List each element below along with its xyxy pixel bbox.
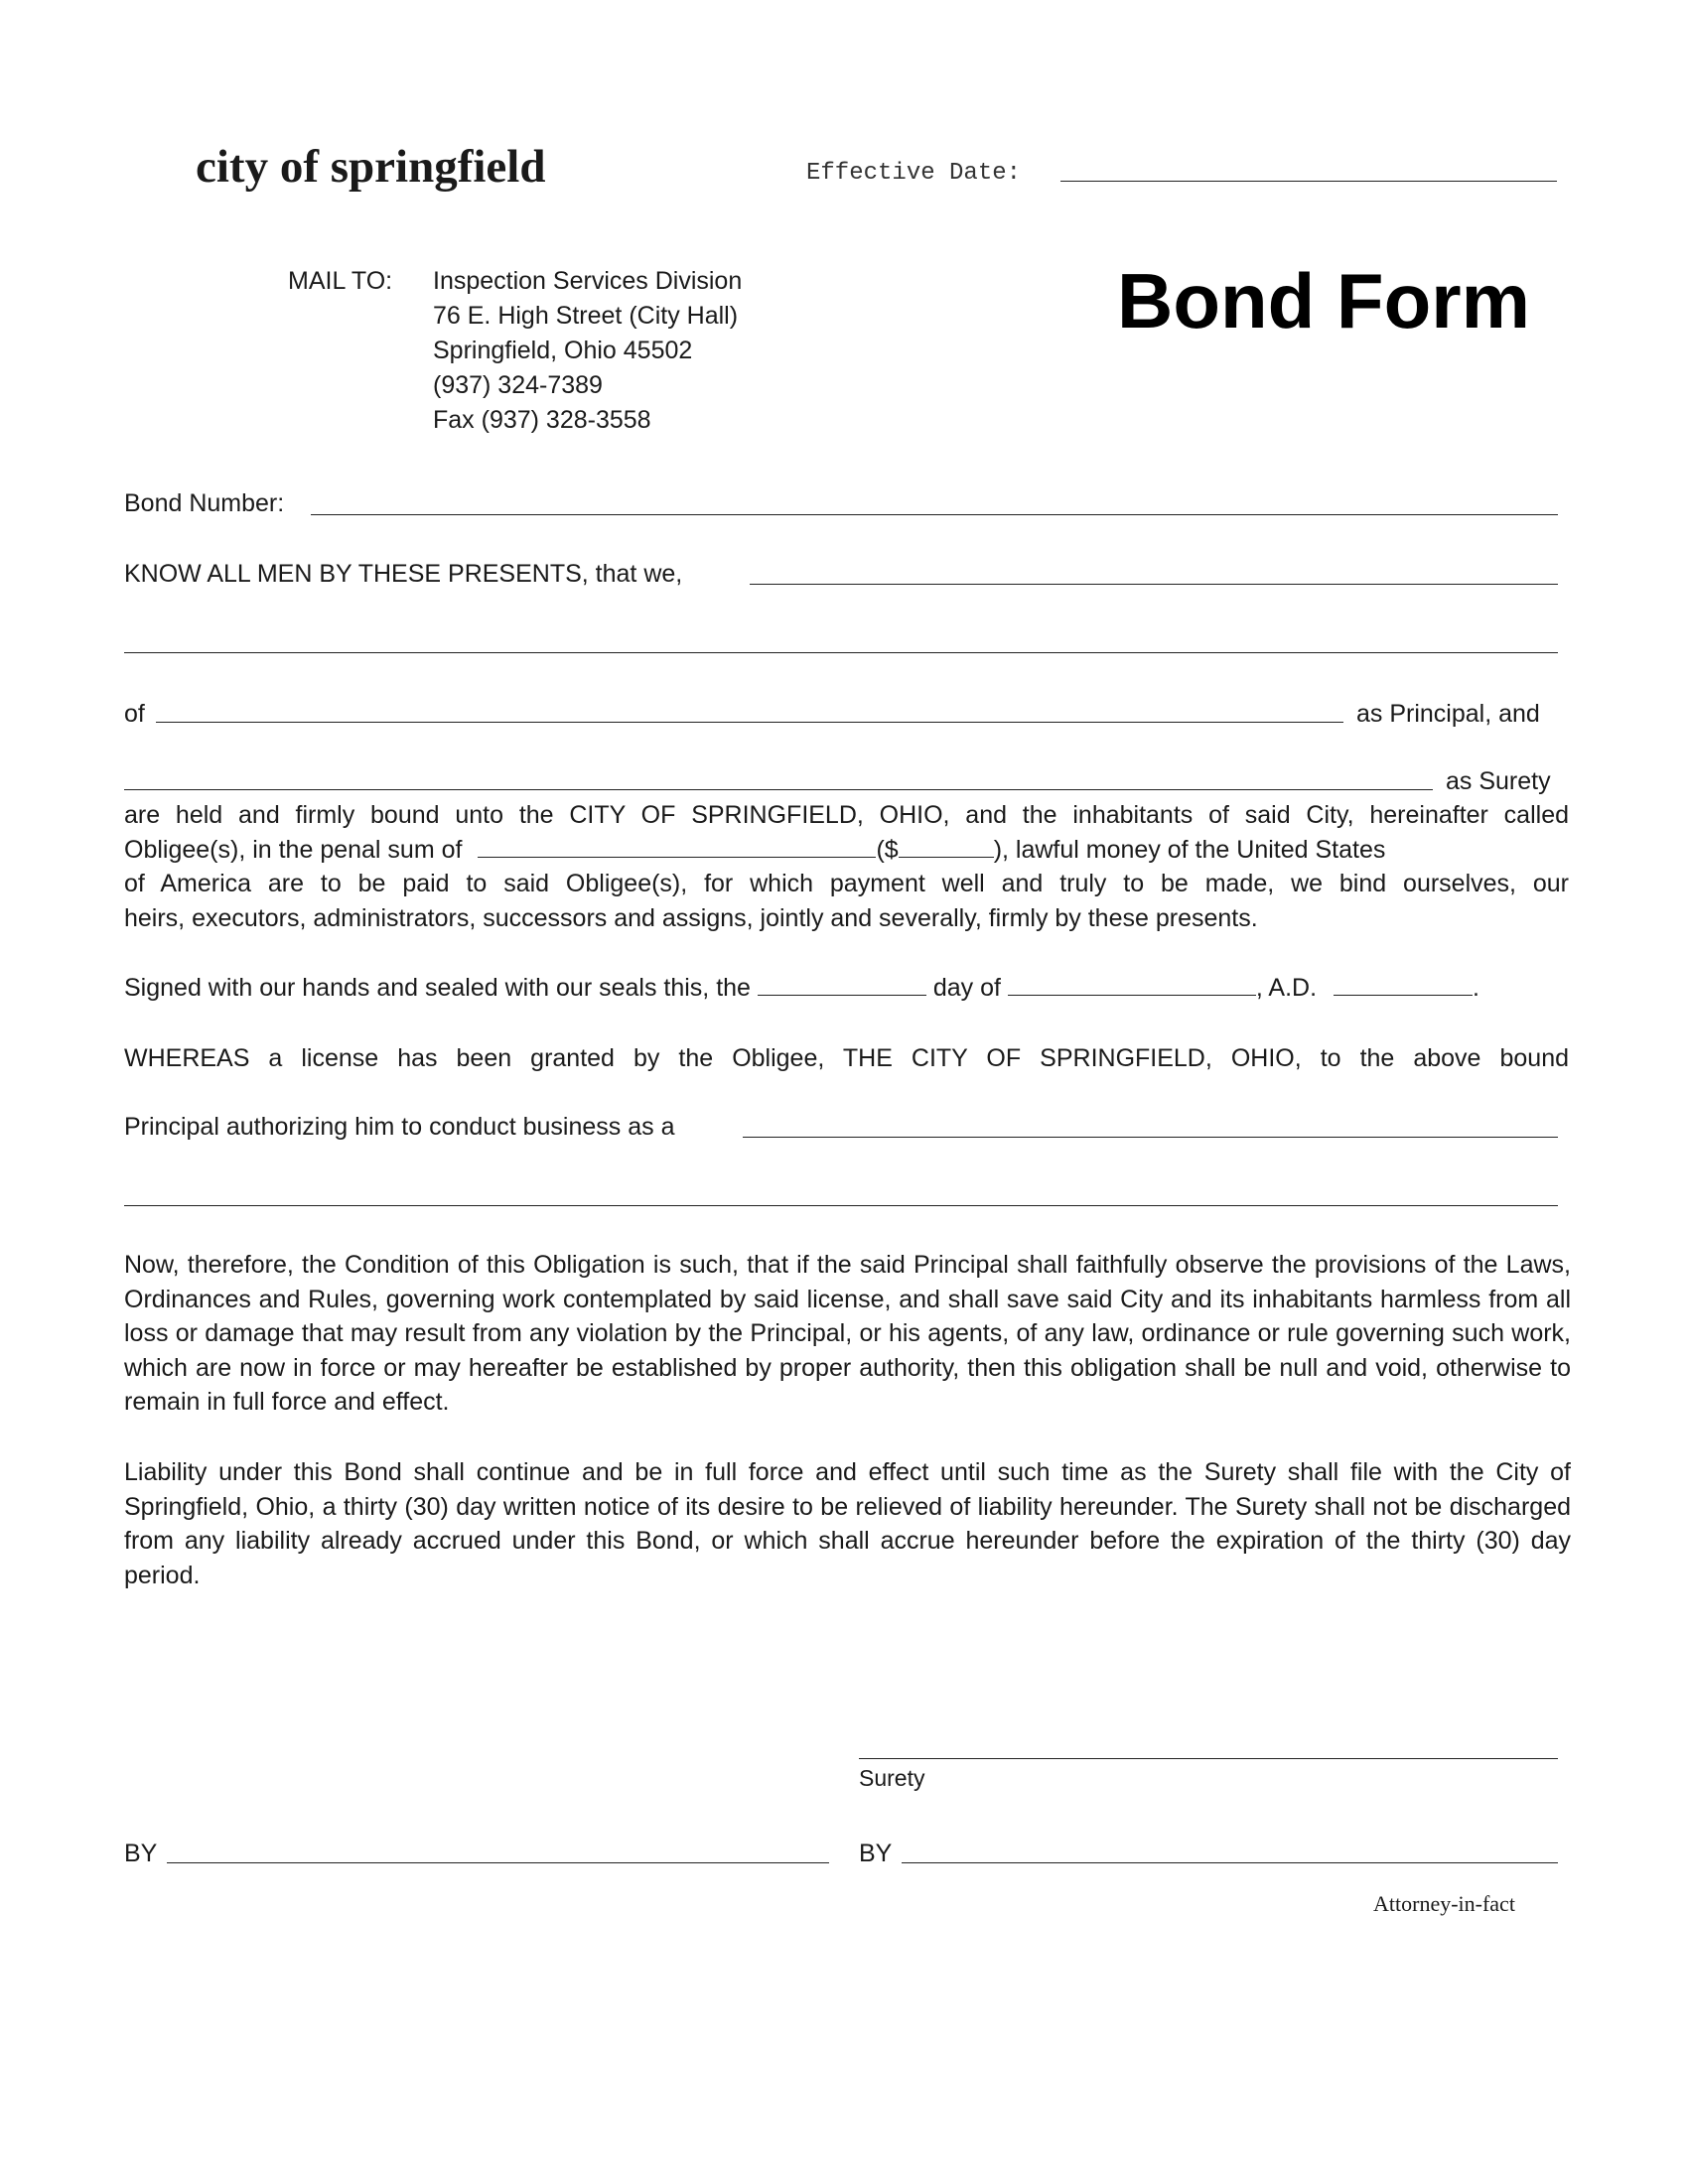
as-principal-label: as Principal, and xyxy=(1356,700,1540,728)
address-line: (937) 324-7389 xyxy=(433,371,603,399)
business-type-field-2[interactable] xyxy=(124,1205,1558,1206)
principal-name-field-2[interactable] xyxy=(124,652,1558,653)
condition-paragraph: Now, therefore, the Condition of this Obligation is such, that if the said Principal shall faithfully observe the provisions of the Laws, Ordinances and Rules, governing work contemplated by said license, and shall save said City and its inhabitants harmless from all loss or damage that may result from any violation by the Principal, or his agents, of any law, ordinance or rule governing such work, which are now in force or may hereafter be established by proper authority, then this obligation shall be null and void, otherwise to remain in full force and effect. xyxy=(124,1251,1571,1416)
address-line: 76 E. High Street (City Hall) xyxy=(433,302,739,330)
bond-number-label: Bond Number: xyxy=(124,489,285,517)
know-all-men-label: KNOW ALL MEN BY THESE PRESENTS, that we, xyxy=(124,560,683,588)
address-line: Inspection Services Division xyxy=(433,267,743,295)
by-left-signature-field[interactable] xyxy=(167,1862,829,1863)
penal-sum-label: Obligee(s), in the penal sum of xyxy=(124,836,463,864)
effective-date-field[interactable] xyxy=(1060,181,1557,182)
obligee-line-1: are held and firmly bound unto the CITY OF SPRINGFIELD, OHIO, and the inhabitants of said City, hereinafter called xyxy=(124,801,1569,829)
effective-date-label: Effective Date: xyxy=(806,160,1022,187)
month-field[interactable] xyxy=(1008,971,1256,996)
obligee-line-2 xyxy=(124,833,1569,868)
business-type-field[interactable] xyxy=(743,1137,1558,1138)
address-line: Springfield, Ohio 45502 xyxy=(433,337,693,364)
mail-to-address xyxy=(433,264,742,438)
mail-to-label: MAIL TO: xyxy=(288,267,393,295)
by-left-label: BY xyxy=(124,1840,158,1867)
of-label: of xyxy=(124,700,145,728)
city-name: city of springfield xyxy=(196,141,546,193)
penal-sum-words-field[interactable] xyxy=(478,833,876,858)
whereas-line-2: Principal authorizing him to conduct business as a xyxy=(124,1113,675,1141)
by-right-label: BY xyxy=(859,1840,893,1867)
penal-sum-amount-field[interactable] xyxy=(899,833,994,858)
ad-label: , A.D. xyxy=(1255,974,1318,1002)
principal-name-field[interactable] xyxy=(750,584,1558,585)
by-right-signature-field[interactable] xyxy=(902,1862,1558,1863)
surety-signature-field[interactable] xyxy=(859,1758,1558,1759)
liability-paragraph: Liability under this Bond shall continue and be in full force and effect until such time as the Surety shall file with the City of Springfield, Ohio, a thirty (30) day written notice of its desire to be relieved of liability hereunder. The Surety shall not be discharged from any liability already accrued under this Bond, or which shall accrue hereunder before the expiration of the thirty (30) day period. xyxy=(124,1458,1571,1589)
surety-label: Surety xyxy=(859,1765,925,1791)
lawful-money-label: ), lawful money of the United States xyxy=(993,836,1386,864)
attorney-in-fact-label: Attorney-in-fact xyxy=(1373,1891,1515,1916)
address-line: Fax (937) 328-3558 xyxy=(433,406,651,434)
obligee-line-4: heirs, executors, administrators, successors and assigns, jointly and severally, firmly by these presents. xyxy=(124,904,1258,932)
surety-name-field[interactable] xyxy=(124,789,1433,790)
period: . xyxy=(1473,974,1479,1002)
signed-prefix: Signed with our hands and sealed with our seals this, the xyxy=(124,974,751,1002)
penal-sum-dollar-label: ($ xyxy=(876,836,899,864)
form-title: Bond Form xyxy=(1117,257,1530,344)
day-of-label: day of xyxy=(932,974,1001,1002)
as-surety-label: as Surety xyxy=(1446,767,1551,795)
obligee-line-3: of America are to be paid to said Obligee(s), for which payment well and truly to be made, we bind ourselves, our xyxy=(124,870,1569,897)
principal-address-field[interactable] xyxy=(156,722,1343,723)
whereas-line-1: WHEREAS a license has been granted by the Obligee, THE CITY OF SPRINGFIELD, OHIO, to the above bound xyxy=(124,1044,1569,1072)
signed-line xyxy=(124,971,1479,1006)
year-field[interactable] xyxy=(1334,971,1473,996)
bond-number-field[interactable] xyxy=(311,514,1558,515)
day-field[interactable] xyxy=(758,971,926,996)
